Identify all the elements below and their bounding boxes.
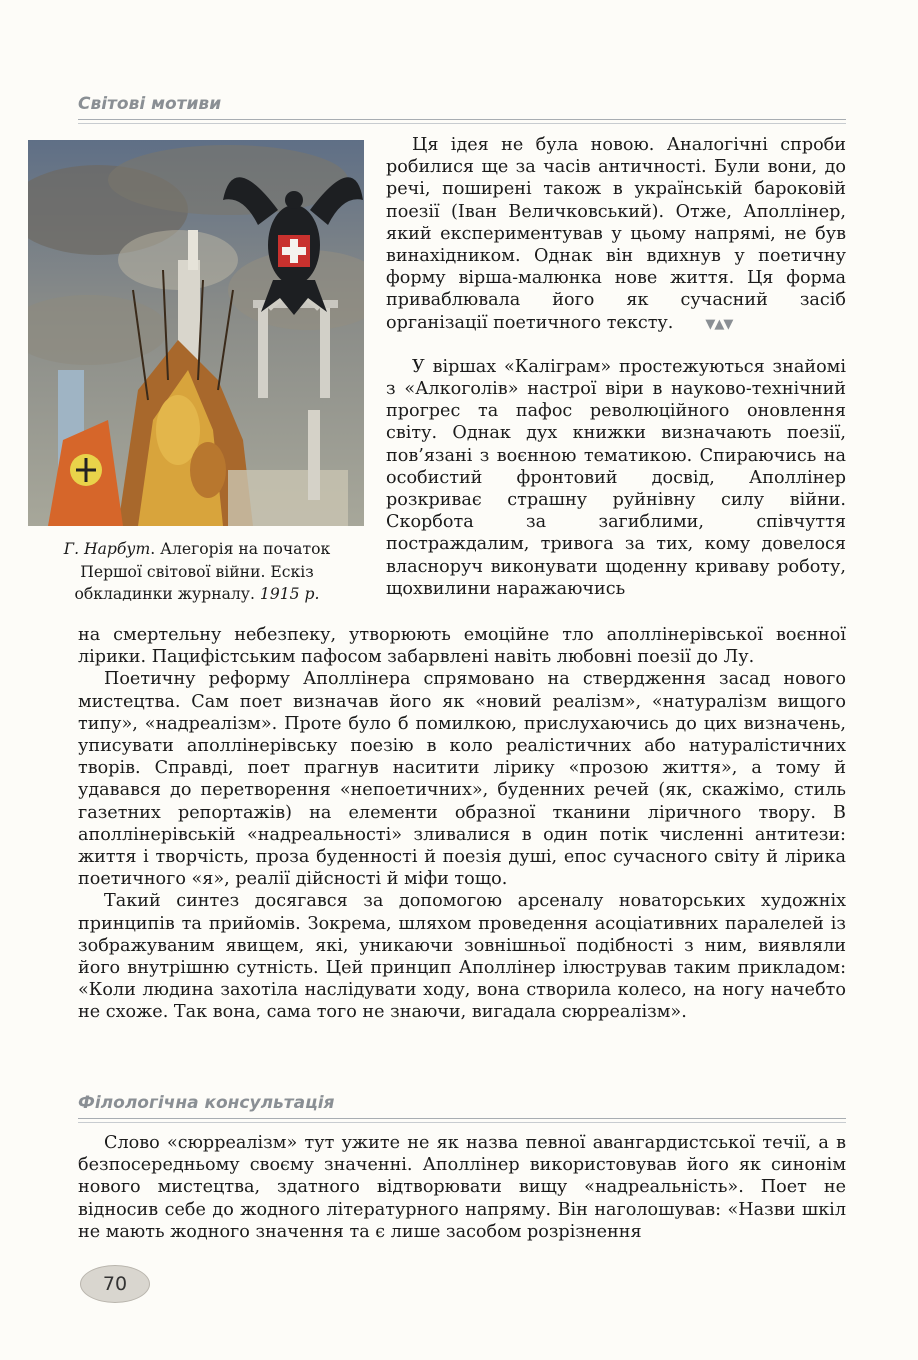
figure-caption — [40, 538, 354, 606]
body-paragraph-3: Поетичну реформу Аполлінера спрямовано на ствердження засад нового мистецтва. Сам поет визначав його як «новий реалізм», «натуралізм вищого типу», «надреалізм». Проте було б помилкою, прислухаючись до цих визначень, уписувати аполлінерівську поезію в коло реалістичних або натуралістичних творів. Справді, поет прагнув наситити лірику «прозою життя», а тому й удавався до перетворення «непоетичних», буденних речей (як, скажімо, стиль газетних репортажів) на елементи образної тканини ліричного твору. В аполлінерівській «надреальності» зливалися в один потік численні антитези: життя і творчість, проза буденності й поезія душі, епос сучасного світу й лірика поетичного «я», реалії дійсності й міфи тощо. — [78, 669, 846, 890]
narbut-allegory-image — [28, 140, 364, 526]
caption-author: Г. Нарбут — [63, 540, 151, 558]
consultation-text — [78, 1132, 846, 1243]
caption-text: . Алегорія на початок Першої світової війни. Ескіз обкладинки журналу. — [74, 540, 331, 603]
page-number: 70 — [80, 1265, 150, 1303]
consultation-paragraph: Слово «сюрреалізм» тут ужите не як назва певної авангардистської течії, а в безпосередньому своєму значенні. Аполлінер використовував його як синонім нового мистецтва, здатного відтворювати вищу «надреальність». Поет не відносив себе до жодного літературного напряму. Він наголошував: «Назви шкіл не мають жодного значення та є лише засобом розрізнення — [78, 1133, 846, 1242]
triangle-marks-icon: ▼▲▼ — [705, 316, 733, 332]
body-paragraph-2-end: на смертельну небезпеку, утворюють емоційне тло аполлінерівської воєнної лірики. Пацифістським пафосом забарвлені навіть любовні поезії до Лу. — [78, 625, 846, 668]
column-text — [386, 134, 846, 600]
body-text — [78, 624, 846, 1024]
section-title: Світові мотиви — [78, 94, 846, 118]
column-paragraph-1: Ця ідея не була новою. Аналогічні спроби робилися ще за часів античності. Були вони, до речі, поширені також в українській бароковій поезії (Іван Величковський). Отже, Аполлінер, який експериментував у цьому напрямі, не був винахідником. Однак він вдихнув у поетичну форму вірша-малюнка нове життя. Ця форма приваблювала його як сучасний засіб організації поетичного тексту. — [386, 135, 846, 333]
caption-year: 1915 р. — [259, 585, 320, 603]
column-paragraph-2: У віршах «Каліграм» простежуються знайомі з «Алкоголів» настрої віри в науково-технічний прогрес та пафос революційного оновлення світу. Однак дух книжки визначають поезії, пов’язані з воєнною тематикою. Спираючись на особистий фронтовий досвід, Аполлінер розкриває страшну руйнівну силу війни. Скорбота за загиблими, співчуття постраждалим, тривога за тих, кому довелося власноруч виконувати щоденну криваву роботу, щохвилини наражаючись — [386, 356, 846, 599]
consultation-title: Філологічна консультація — [78, 1093, 846, 1117]
body-paragraph-4: Такий синтез досягався за допомогою арсеналу новаторських художніх принципів та прийомів. Зокрема, шляхом проведення асоціативних паралелей із зображуваним явищем, які, уникаючи зовнішньої подібності з ним, виявляли його внутрішню сутність. Цей принцип Аполлінер ілюстрував таким прикладом: «Коли людина захотіла наслідувати ходу, вона створила колесо, на ногу начебто не схоже. Так вона, сама того не знаючи, вигадала сюрреалізм». — [78, 891, 846, 1023]
